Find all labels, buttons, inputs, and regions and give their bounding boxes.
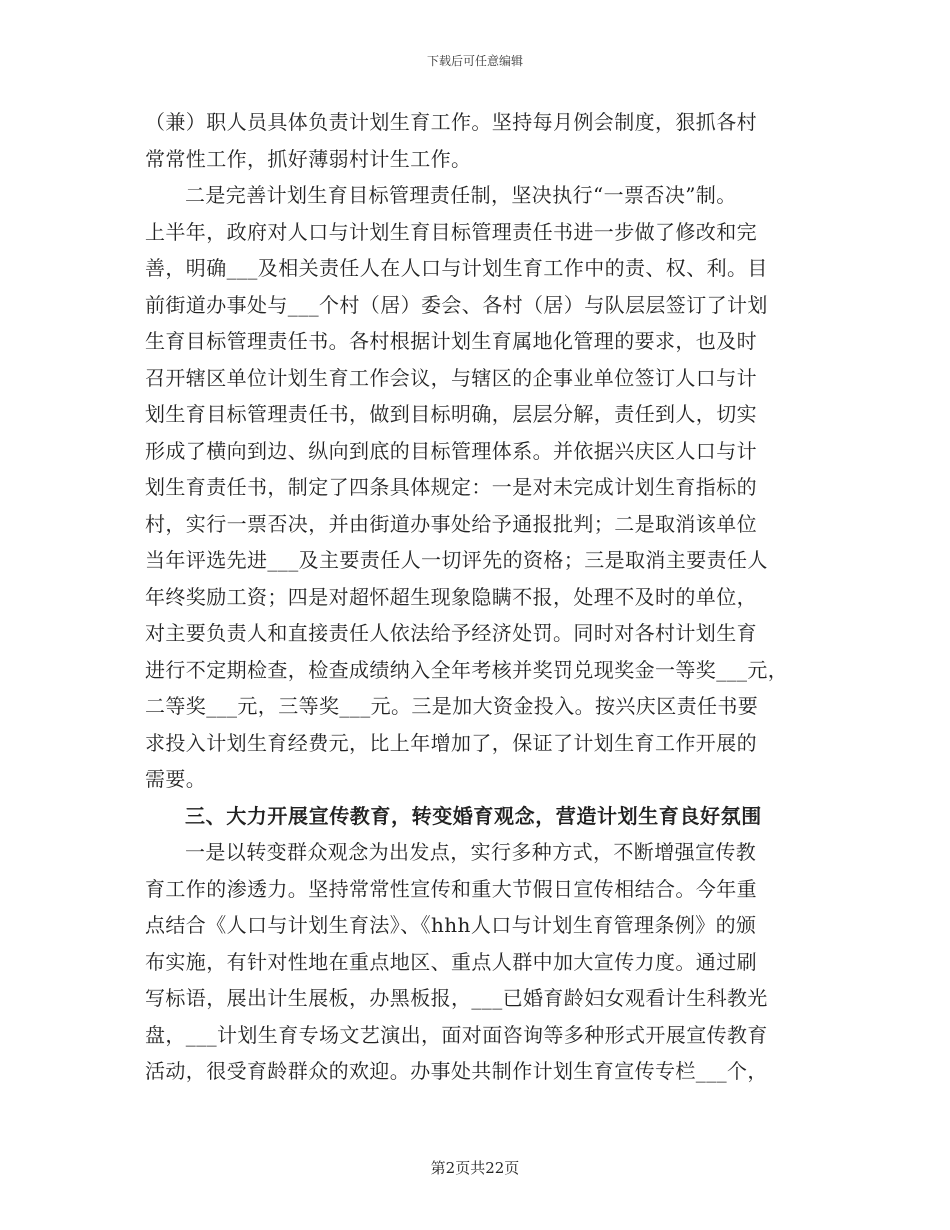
text-line: 点结合《人口与计划生育法》、《hhh人口与计划生育管理条例》的颁 [145,913,757,937]
text-line: 二等奖___元，三等奖___元。三是加大资金投入。按兴庆区责任书要 [145,694,759,718]
text-line: （兼）职人员具体负责计划生育工作。坚持每月例会制度，狠抓各村 [145,110,757,134]
text-line: 生育目标管理责任书。各村根据计划生育属地化管理的要求，也及时 [145,329,757,353]
paragraph-start-line: 二是完善计划生育目标管理责任制，坚决执行“一票否决”制。 [185,183,737,207]
text-line: 写标语，展出计生展板，办黑板报，___已婚育龄妇女观看计生科教光 [145,986,768,1010]
text-line: 活动，很受育龄群众的欢迎。办事处共制作计划生育宣传专栏___个， [145,1059,768,1083]
text-line: 划生育责任书，制定了四条具体规定：一是对未完成计划生育指标的 [145,475,757,499]
text-line: 育工作的渗透力。坚持常常性宣传和重大节假日宣传相结合。今年重 [145,876,757,901]
text-line: 需要。 [145,767,207,791]
text-line: 村，实行一票否决，并由街道办事处给予通报批判；二是取消该单位 [145,511,757,536]
page-header: 下载后可任意编辑 [426,54,523,68]
text-line: 当年评选先进___及主要责任人一切评先的资格；三是取消主要责任人 [145,548,768,572]
section-heading: 三、大力开展宣传教育，转变婚育观念，营造计划生育良好氛围 [185,803,762,828]
text-line: 划生育目标管理责任书，做到目标明确，层层分解，责任到人，切实 [145,402,757,426]
text-line: 进行不定期检查，检查成绩纳入全年考核并奖罚兑现奖金一等奖___元， [145,657,789,682]
text-line: 召开辖区单位计划生育工作会议，与辖区的企事业单位签订人口与计 [145,365,757,390]
text-line: 年终奖励工资；四是对超怀超生现象隐瞒不报，处理不及时的单位， [145,584,757,609]
text-line: 善，明确___及相关责任人在人口与计划生育工作中的责、权、利。目 [145,256,768,280]
text-line: 形成了横向到边、纵向到底的目标管理体系。并依据兴庆区人口与计 [145,438,757,463]
paragraph-start-line: 一是以转变群众观念为出发点，实行多种方式，不断增强宣传教 [185,840,757,864]
text-line: 盘，___计划生育专场文艺演出，面对面咨询等多种形式开展宣传教育 [145,1022,768,1047]
text-line: 对主要负责人和直接责任人依法给予经济处罚。同时对各村计划生育 [145,621,757,645]
text-line: 前街道办事处与___个村（居）委会、各村（居）与队层层签订了计划 [145,292,768,317]
text-line: 常常性工作，抓好薄弱村计生工作。 [145,146,472,171]
text-line: 求投入计划生育经费元，比上年增加了，保证了计划生育工作开展的 [145,730,757,755]
page-number: 第2页共22页 [430,1159,520,1177]
text-line: 上半年，政府对人口与计划生育目标管理责任书进一步做了修改和完 [145,219,757,244]
document-body [145,104,810,1090]
text-line: 布实施，有针对性地在重点地区、重点人群中加大宣传力度。通过刷 [145,949,757,974]
